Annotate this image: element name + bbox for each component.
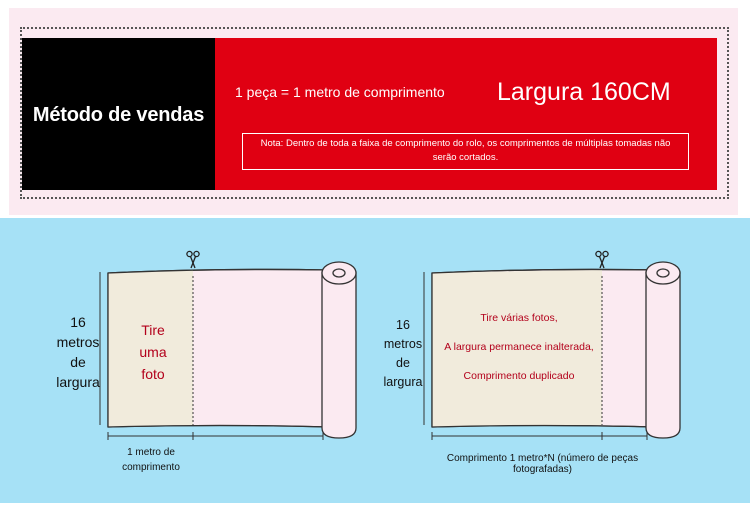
left-bottom-label: 1 metro de comprimento — [122, 447, 180, 473]
right-bottom-label: Comprimento 1 metro*N (número de peças fotografadas) — [446, 453, 639, 475]
left-roll-cylinder — [322, 272, 356, 438]
right-roll-cylinder — [646, 272, 680, 438]
right-inner-line-1: Tire várias fotos, — [480, 312, 558, 324]
left-inner-text: Tire uma foto — [139, 322, 167, 382]
width-text: Largura 160CM — [497, 78, 671, 106]
sales-method-title: Método de vendas — [32, 104, 205, 126]
piece-length-text: 1 peça = 1 metro de comprimento — [235, 84, 445, 100]
left-height-label: 16 metros de largura — [56, 314, 100, 390]
right-inner-line-3: Comprimento duplicado — [463, 370, 575, 382]
right-inner-line-2: A largura permanece inalterada, — [444, 341, 594, 353]
right-height-label: 16 metros de largura — [383, 318, 423, 389]
scissors-icon — [187, 251, 199, 268]
scissors-icon — [596, 251, 608, 268]
note-box: Nota: Dentro de toda a faixa de comprimento do rolo, os comprimentos de múltiplas tomadas não serão cortados. — [242, 133, 689, 170]
